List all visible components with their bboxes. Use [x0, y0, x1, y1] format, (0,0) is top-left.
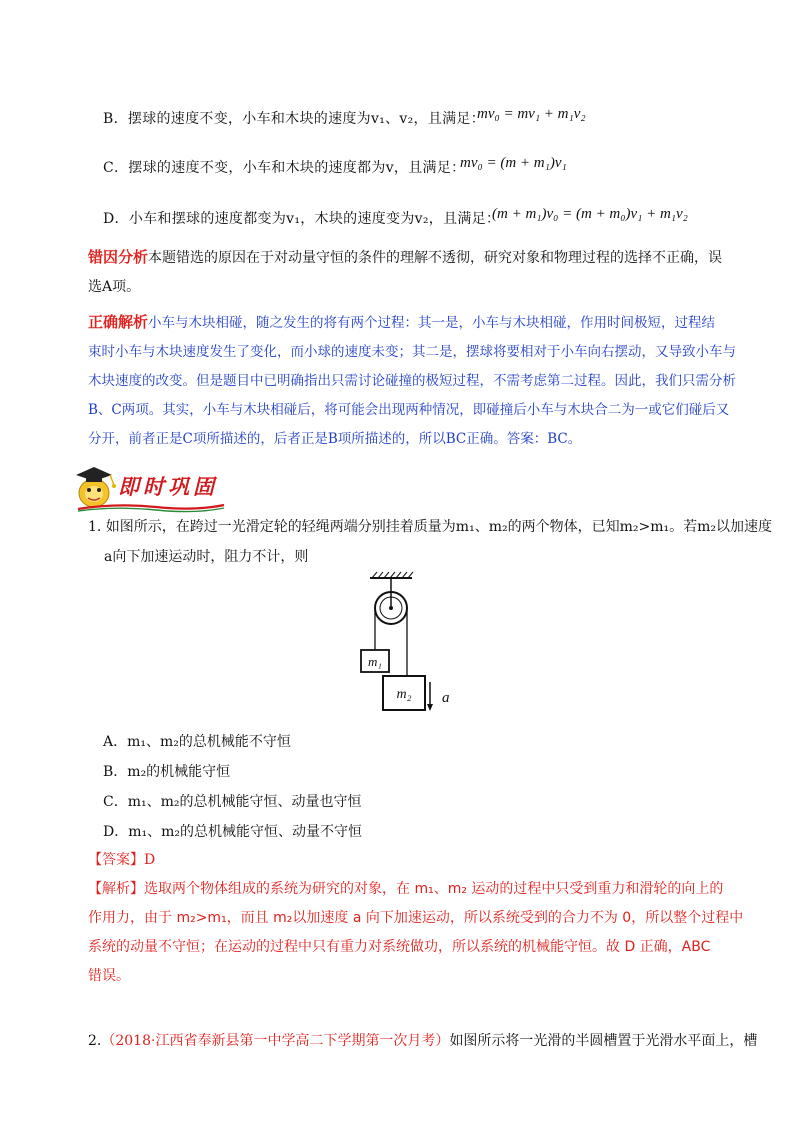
- m1-label: m₁: [368, 654, 382, 669]
- question1-analysis: [88, 875, 743, 991]
- analysis-line1: 【解析】选取两个物体组成的系统为研究的对象，在 m₁、m₂ 运动的过程中只受到重力和滑轮的向上的: [88, 881, 724, 897]
- banner: [66, 463, 226, 511]
- correct-analysis-line5: 分开，前者正是C项所描述的，后者正是B项所描述的，所以BC正确。答案：BC。: [88, 431, 582, 447]
- banner-title: 即时巩固: [118, 474, 218, 499]
- question2: [88, 1026, 757, 1056]
- option-d-formula: (m + m₁)v₀ = (m + m₀)v₁ + m₁v₂: [492, 206, 688, 222]
- pulley-diagram: [350, 570, 460, 720]
- correct-analysis-label: 正确解析: [88, 313, 149, 331]
- error-analysis-line1: 本题错选的原因在于对动量守恒的条件的理解不透彻，研究对象和物理过程的选择不正确，误: [148, 250, 723, 266]
- option-d-text: D．小车和摆球的速度都变为v₁，木块的速度变为v₂，且满足：: [103, 211, 501, 227]
- accel-label: a: [442, 690, 450, 706]
- error-analysis-label: 错因分析: [88, 248, 149, 266]
- arrow-down-icon: [427, 704, 433, 711]
- error-analysis: [88, 243, 768, 302]
- option-b-text: B．摆球的速度不变，小车和木块的速度为v₁、v₂，且满足：: [103, 111, 486, 127]
- question1-line1: 1. 如图所示，在跨过一光滑定轮的轻绳两端分别挂着质量为m₁、m₂的两个物体，已知m₂>m₁。若m₂以加速度: [88, 519, 772, 535]
- correct-analysis-line3: 木块速度的改变。但是题目中已明确指出只需讨论碰撞的极短过程，不需考虑第二过程。因此，我们只需分析: [88, 373, 736, 389]
- question2-number: 2.: [88, 1033, 102, 1049]
- question1-answer: 【答案】D: [88, 852, 156, 868]
- q1-option-c: C．m₁、m₂的总机械能守恒、动量也守恒: [103, 794, 362, 810]
- question2-source: （2018·江西省奉新县第一中学高二下学期第一次月考）: [101, 1033, 450, 1049]
- correct-analysis-line4: B、C两项。其实，小车与木块相碰后，将可能会出现两种情况，即碰撞后小车与木块合二为一或它们碰后又: [88, 402, 730, 418]
- error-analysis-line2: 选A项。: [88, 279, 141, 295]
- analysis-line3: 系统的动量不守恒；在运动的过程中只有重力对系统做功，所以系统的机械能守恒。故 D 正确，ABC: [88, 939, 711, 955]
- option-b-formula: mv₀ = mv₁ + m₁v₂: [477, 106, 586, 122]
- option-c-formula: mv₀ = (m + m₁)v₁: [460, 155, 567, 171]
- question1-stem: [88, 512, 772, 572]
- analysis-line4: 错误。: [88, 968, 130, 984]
- question1-line2: a向下加速运动时，阻力不计，则: [104, 549, 309, 565]
- analysis-line2: 作用力，由于 m₂>m₁，而且 m₂以加速度 a 向下加速运动，所以系统受到的合力不为 0，所以整个过程中: [88, 910, 744, 926]
- question2-text: 如图所示将一光滑的半圆槽置于光滑水平面上，槽: [449, 1033, 758, 1049]
- q1-option-d: D．m₁、m₂的总机械能守恒、动量不守恒: [103, 824, 362, 840]
- correct-analysis: [88, 308, 768, 454]
- question1-options: [103, 727, 362, 847]
- correct-analysis-line1: 小车与木块相碰，随之发生的将有两个过程：其一是，小车与木块相碰，作用时间极短，过程结: [148, 315, 716, 331]
- q1-option-b: B．m₂的机械能守恒: [103, 764, 231, 780]
- q1-option-a: A．m₁、m₂的总机械能不守恒: [103, 734, 291, 750]
- m2-label: m₂: [396, 687, 412, 702]
- correct-analysis-line2: 束时小车与木块速度发生了变化，而小球的速度未变；其二是，摆球将要相对于小车向右摆动，又导致小车与: [88, 344, 736, 360]
- option-c-text: C．摆球的速度不变，小车和木块的速度都为v，且满足：: [103, 160, 466, 176]
